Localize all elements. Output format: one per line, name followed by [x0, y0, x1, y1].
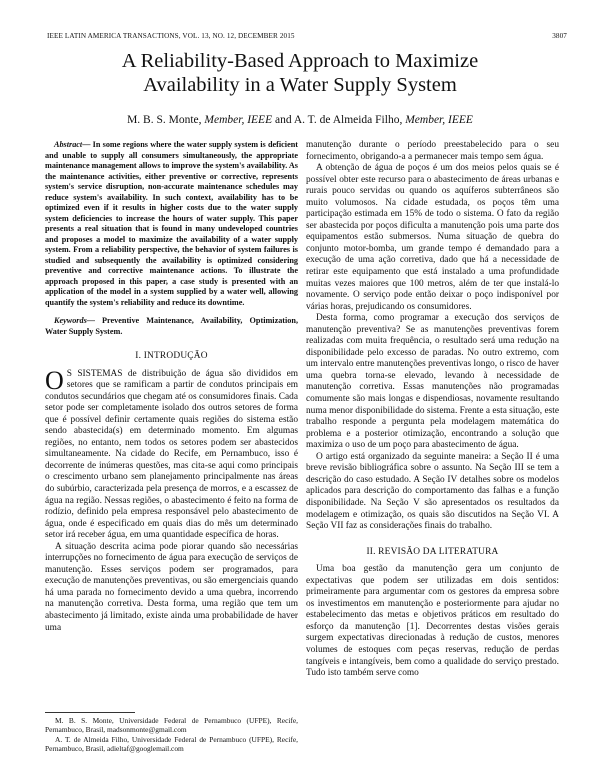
author-and: and A. T. de Almeida Filho, [272, 114, 406, 126]
keywords-label: Keywords [54, 316, 87, 325]
footnote-rule [45, 712, 135, 713]
keywords [45, 316, 298, 337]
author-2-role: Member, IEEE [405, 114, 473, 126]
author-1: M. B. S. Monte, [127, 114, 205, 126]
left-column [45, 140, 298, 634]
intro-paragraph-4: Desta forma, como programar a execução dos serviços de manutenção preventiva? Se as manutenções preventivas forem realizadas com muita frequência, o resultado será uma redução na disponibilidade pelo excesso de paradas. No outro extremo, com um intervalo entre manutenções preventivas longo, o risco de haver uma quebra torna-se elevado, levando à necessidade de manutenção corretiva. Essas manutenções não programadas comumente são mais longas e dispendiosas, novamente resultando numa menor disponibilidade do sistema. Frente a esta situação, este trabalho responde a pergunta pela modelagem matemática do problema e a posterior otimização, encontrando a solução que maximiza o uso de um poço para abastecimento de água. [306, 313, 559, 451]
journal-header: IEEE LATIN AMERICA TRANSACTIONS, VOL. 13, NO. 12, DECEMBER 2015 [47, 32, 295, 40]
title-line-2: Availability in a Water Supply System [143, 74, 457, 96]
drop-cap: O [45, 365, 64, 395]
running-header [47, 32, 567, 42]
footnote-1: M. B. S. Monte, Universidade Federal de Pernambuco (UFPE), Recife, Pernambuco, Brasil, madsonmonte@gmail.com [45, 716, 298, 735]
intro-paragraph-3: A obtenção de água de poços é um dos meios pelos quais se é possível obter este recurso para o abastecimento de áreas urbanas e rurais pouco servidas ou quando os aquíferos subterrâneos são muito volumosos. Na cidade estudada, os poços têm uma participação estimada em 15% de todo o sistema. O fato da região ser abastecida por poços dificulta a manutenção pois uma parte dos equipamentos estão submersos. Numa situação de quebra do conjunto motor-bomba, um grande tempo é demandado para a execução de uma ação corretiva, dado que há a necessidade de retirar este equipamento que está instalado a uma profundidade muitas vezes maiores que 100 metros, além de ter que instalá-lo novamente. O serviço pode então deixar o poço indisponível por várias horas, prejudicando os consumidores. [306, 163, 559, 312]
intro-paragraph-2: A situação descrita acima pode piorar quando são necessárias interrupções no fornecimento de água para execução de serviços de manutenção. Esses serviços podem ser programados, para execução de manutenções preventivas, ou são emergenciais quando há uma parada no fornecimento devido a uma quebra, incorrendo na manutenção corretiva. Desta forma, uma região que tem um abastecimento já limitado, existe ainda uma probabilidade de haver uma [45, 541, 298, 633]
abstract-label: Abstract [54, 140, 83, 149]
section-heading-intro: I. INTRODUÇÃO [135, 351, 208, 361]
intro-paragraph-1-text: S SISTEMAS de distribuição de água são divididos em setores que se ramificam a partir de condutos principais em condutos secundários que chegam até os consumidores finais. Cada setor pode ser completamente isolado dos outros setores de forma que é possível definir certamente quais regiões do sistema estão sendo abastecida(s) em determinado momento. Em algumas regiões, no entanto, nem todos os setores podem ser abastecidos simultaneamente. Na cidade do Recife, em Pernambuco, isso é decorrente de inúmeras questões, mas cita-se aqui como principais o crescimento urbano sem planejamento principalmente nas áreas do subúrbio, caracterizada pela presença de morros, e a escassez de água na região. Nessas regiões, o abastecimento é feito na forma de rodízio, definido pela empresa responsável pelo abastecimento de água, onde é especificado em quais dias do mês um determinado setor irá receber água, em uma quantidade específica de horas. [45, 368, 298, 541]
footnote-2: A. T. de Almeida Filho, Universidade Federal de Pernambuco (UFPE), Recife, Pernambuco, Brasil, adieltaf@googlemail.com [45, 734, 298, 753]
abstract-text: — In some regions where the water supply system is deficient and unable to supply all consumers simultaneously, the appropriate maintenance management allows to improve the system's availability. As the maintenance activities, either preventive or corrective, represents system's service disruption, non-accurate maintenance schedules may reduce system's availability. In such context, availability has to be optimized even if it results in higher costs due to the water supply system deficiencies to increase the hours of water supply. This paper presents a real situation that is found in many undeveloped countries and proposes a model to maximize the availability of a water supply system. From a reliability perspective, the behavior of system failures is studied and subsequently the availability is optimized considering preventive and corrective maintenance actions. To illustrate the approach proposed in this paper, a case study is presented with an application of the model in a system supplied by a water well, allowing quantify the system's reliability and reduce its downtime. [45, 140, 298, 307]
paper-title [40, 49, 560, 97]
footnotes [45, 716, 298, 753]
intro-paragraph-1 [45, 365, 298, 542]
keywords-text: — Preventive Maintenance, Availability, Optimization, Water Supply System. [45, 316, 298, 336]
author-1-role: Member, IEEE [204, 114, 273, 126]
intro-paragraph-5: O artigo está organizado da seguinte maneira: a Seção II é uma breve revisão bibliográfica sobre o assunto. Na Seção III se tem a descrição do caso estudado. A Seção IV detalhes sobre os modelos aplicados para descrição do comportamento das falhas e a função disponibilidade. Na Seção V são apresentados os resultados da modelagem e otimização, os quais são discutidos na Seção VI. A Seção VII faz as considerações finais do trabalho. [306, 451, 559, 532]
literature-paragraph-1: Uma boa gestão da manutenção gera um conjunto de expectativas que podem ser utilizadas em dois sentidos: primeiramente para argumentar com os gestores da empresa sobre os investimentos em manutenção e posteriormente para ajudar no estabelecimento das metas e objetivos práticos em resultado do esforço da manutenção [1]. Decorrentes destas visões gerais surgem expectativas direcionadas à redução de custos, menores volumes de estoques com peças reservas, redução de perdas tangíveis e intangíveis, bem como a qualidade do serviço prestado. Tudo isto também serve como [306, 564, 559, 679]
page-number: 3807 [552, 32, 567, 40]
intro-paragraph-2-continued: manutenção durante o período preestabelecido para o seu fornecimento, obrigando-a a permanecer mais tempo sem água. [306, 140, 559, 162]
author-line [40, 114, 560, 126]
title-line-1: A Reliability-Based Approach to Maximize [121, 50, 479, 72]
section-heading-literature: II. REVISÃO DA LITERATURA [366, 546, 499, 557]
abstract [45, 140, 298, 308]
right-column [306, 140, 559, 680]
